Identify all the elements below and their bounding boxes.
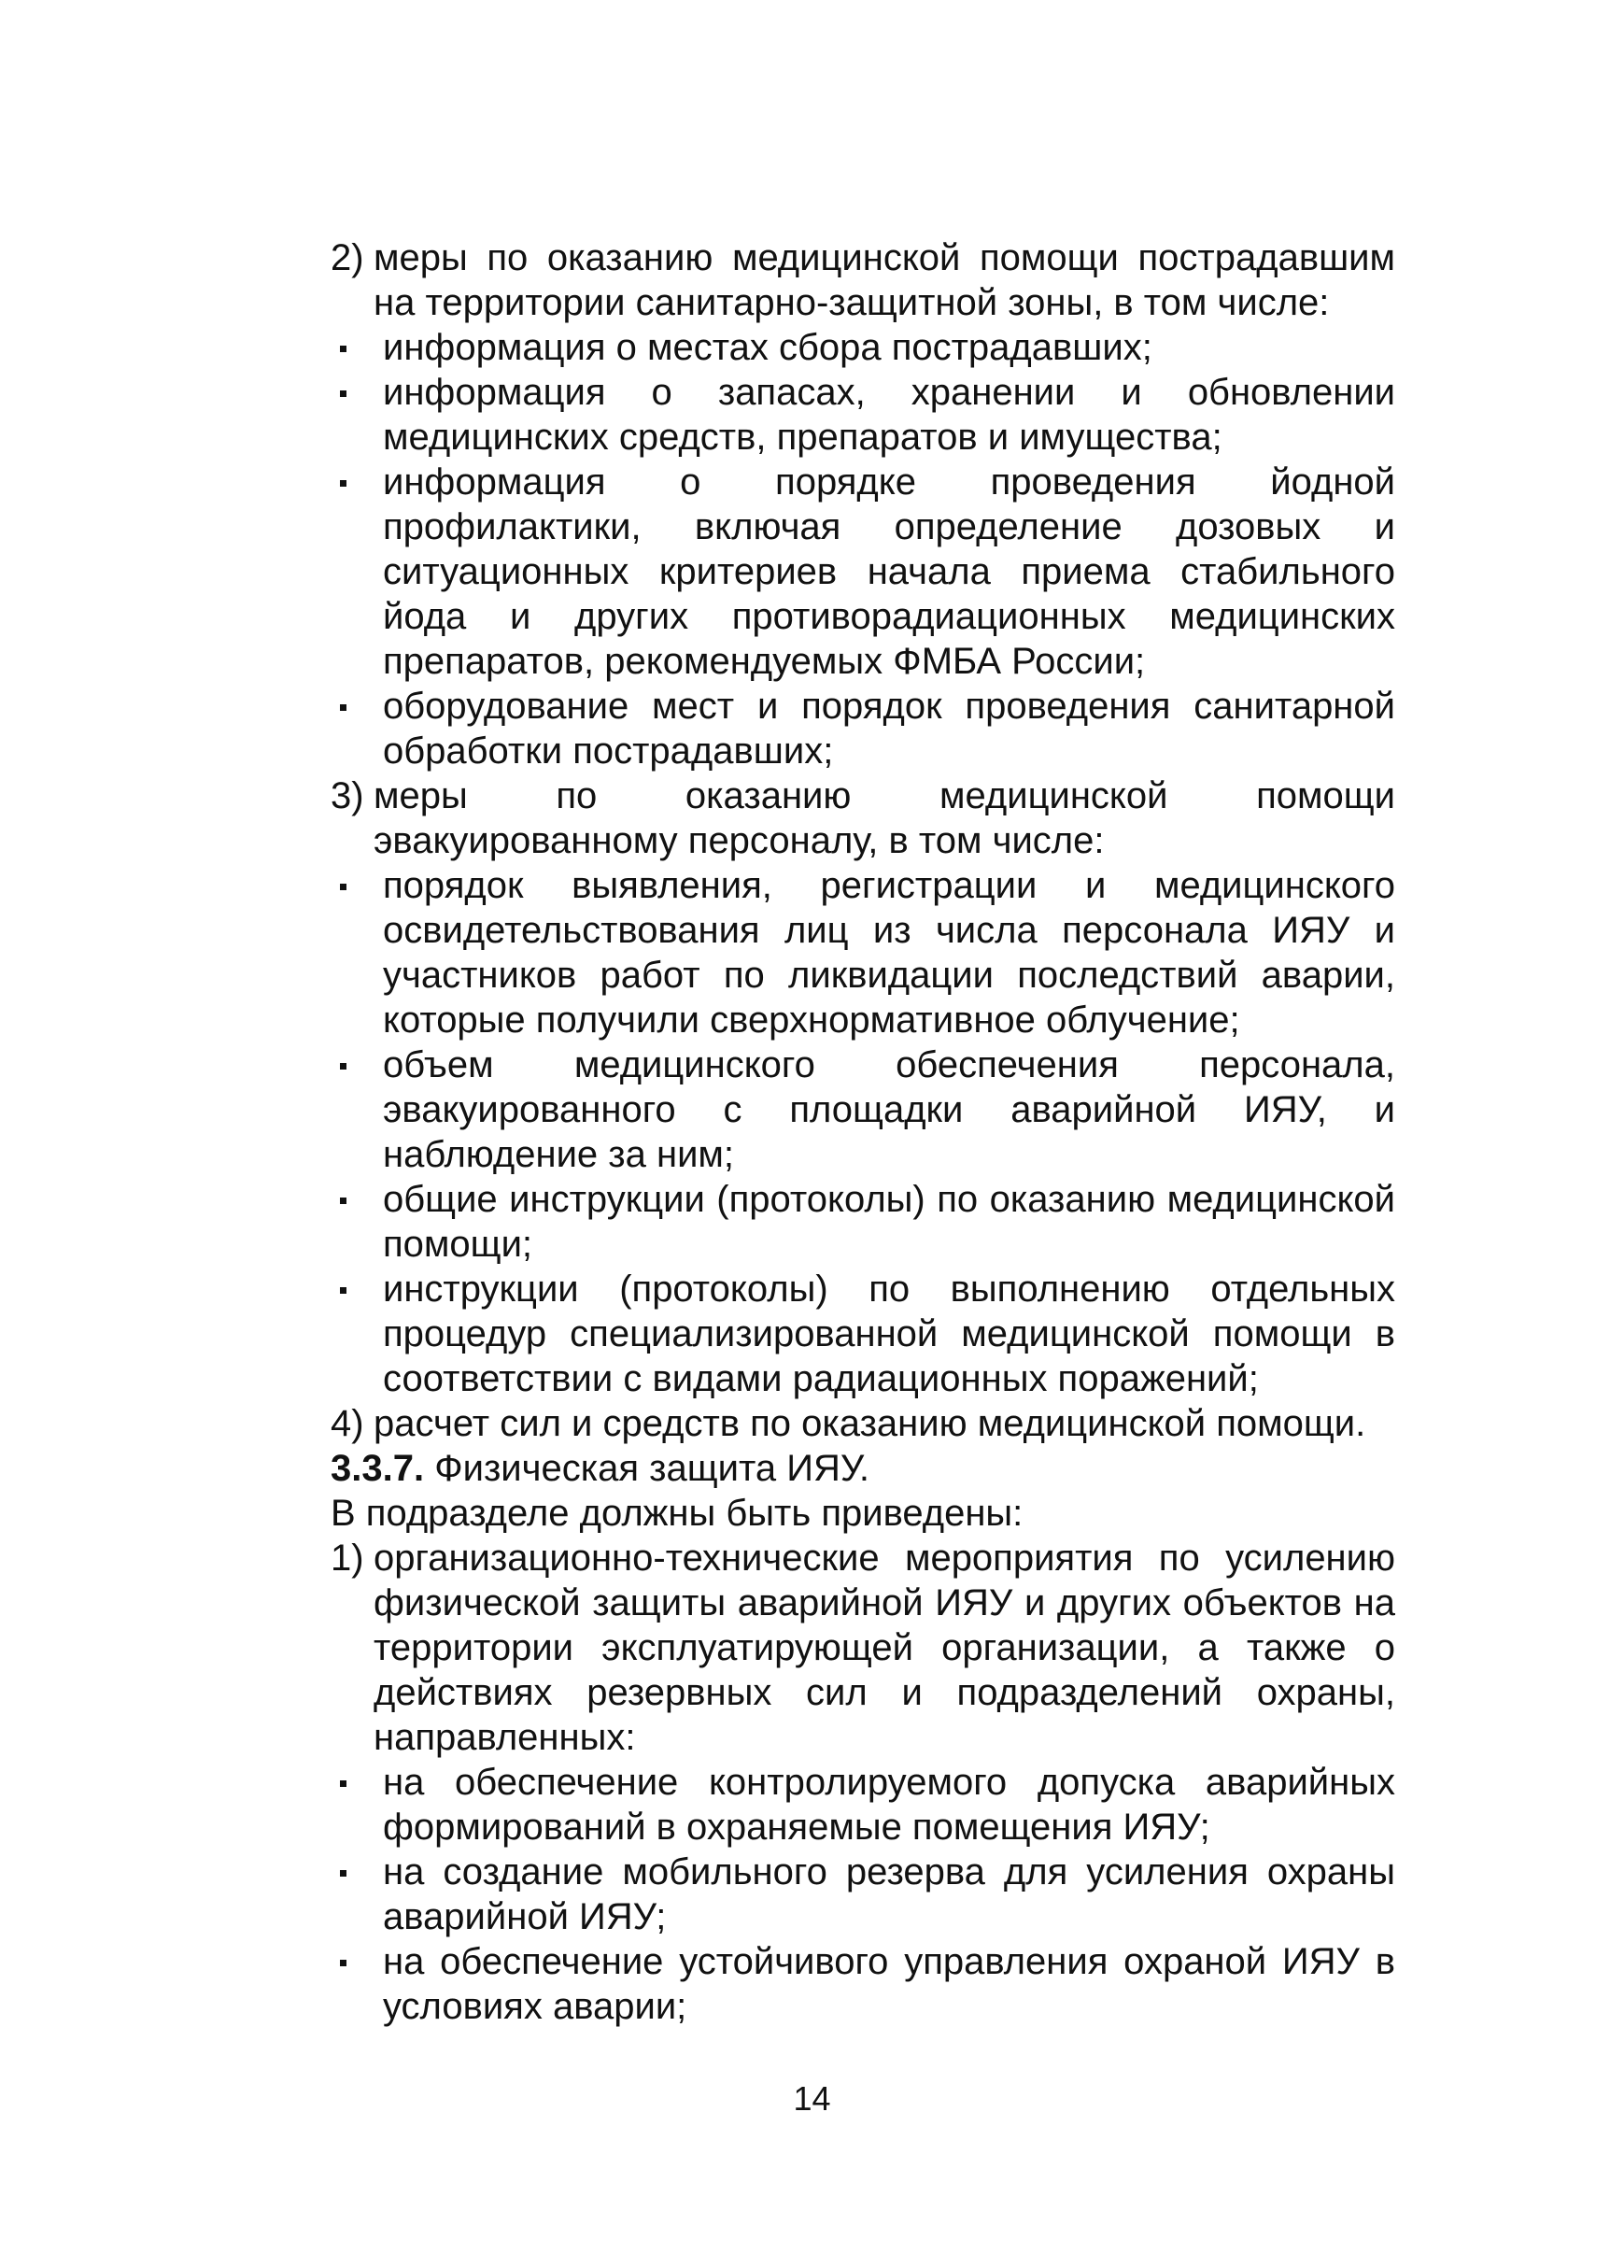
bullet-icon: [340, 1960, 346, 1966]
bullet-icon: [340, 1063, 346, 1070]
bullet-item: [331, 1042, 1395, 1177]
section-title: Физическая защита ИЯУ.: [434, 1448, 870, 1489]
bullet-icon: [340, 480, 346, 487]
item-number: 3): [331, 775, 364, 816]
bullet-icon: [340, 1198, 346, 1204]
bullet-icon: [340, 346, 346, 352]
item-text: организационно-технические мероприятия по усилению физической защиты аварийной ИЯУ и других объектов на территории эксплуатирующей организации, а также о действиях резервных сил и подразделений охраны, направленных:: [374, 1538, 1395, 1758]
bullet-item: [331, 370, 1395, 460]
section-number: 3.3.7.: [331, 1448, 425, 1489]
bullet-item: [331, 684, 1395, 773]
bullet-item: [331, 325, 1395, 370]
item-text: на обеспечение устойчивого управления охраной ИЯУ в условиях аварии;: [383, 1941, 1395, 2027]
numbered-item-4: [331, 1401, 1395, 1446]
bullet-item: [331, 863, 1395, 1042]
bullet-icon: [340, 704, 346, 711]
item-text: на обеспечение контролируемого допуска аварийных формирований в охраняемые помещения ИЯУ;: [383, 1762, 1395, 1848]
bullet-icon: [340, 1780, 346, 1787]
numbered-item-2: [331, 235, 1395, 325]
bullet-icon: [340, 884, 346, 890]
item-text: меры по оказанию медицинской помощи эвакуированному персоналу, в том числе:: [374, 775, 1395, 861]
item-text: общие инструкции (протоколы) по оказанию медицинской помощи;: [383, 1179, 1395, 1265]
numbered-item-3: [331, 773, 1395, 863]
item-text: порядок выявления, регистрации и медицинского освидетельствования лиц из числа персонала ИЯУ и участников работ по ликвидации последствий аварии, которые получили сверхнормативное облучение;: [383, 865, 1395, 1041]
section-heading: [331, 1446, 1395, 1491]
bullet-item: [331, 460, 1395, 684]
item-number: 2): [331, 237, 364, 278]
item-text: информация о запасах, хранении и обновлении медицинских средств, препаратов и имущества;: [383, 372, 1395, 458]
item-text: расчет сил и средств по оказанию медицинской помощи.: [374, 1403, 1366, 1444]
bullet-item: [331, 1939, 1395, 2029]
bullet-item: [331, 1850, 1395, 1939]
item-number: 4): [331, 1403, 364, 1444]
item-text: информация о местах сбора пострадавших;: [383, 327, 1152, 368]
intro-paragraph: В подразделе должны быть приведены:: [331, 1493, 1024, 1534]
page-body: [331, 235, 1395, 2029]
item-text: объем медицинского обеспечения персонала, эвакуированного с площадки аварийной ИЯУ, и наблюдение за ним;: [383, 1044, 1395, 1175]
page-number: 14: [793, 2079, 831, 2118]
item-text: оборудование мест и порядок проведения санитарной обработки пострадавших;: [383, 686, 1395, 772]
bullet-icon: [340, 390, 346, 397]
bullet-icon: [340, 1287, 346, 1294]
item-text: меры по оказанию медицинской помощи пострадавшим на территории санитарно-защитной зоны, в том числе:: [374, 237, 1395, 323]
bullet-item: [331, 1760, 1395, 1850]
item-number: 1): [331, 1538, 364, 1579]
item-text: на создание мобильного резерва для усиления охраны аварийной ИЯУ;: [383, 1851, 1395, 1937]
bullet-item: [331, 1267, 1395, 1401]
bullet-item: [331, 1177, 1395, 1267]
item-text: информация о порядке проведения йодной профилактики, включая определение дозовых и ситуационных критериев начала приема стабильного йода и других противорадиационных медицинских препаратов, рекомендуемых ФМБА России;: [383, 461, 1395, 682]
bullet-icon: [340, 1870, 346, 1877]
item-text: инструкции (протоколы) по выполнению отдельных процедур специализированной медицинской помощи в соответствии с видами радиационных поражений;: [383, 1269, 1395, 1399]
numbered-item-1: [331, 1536, 1395, 1760]
